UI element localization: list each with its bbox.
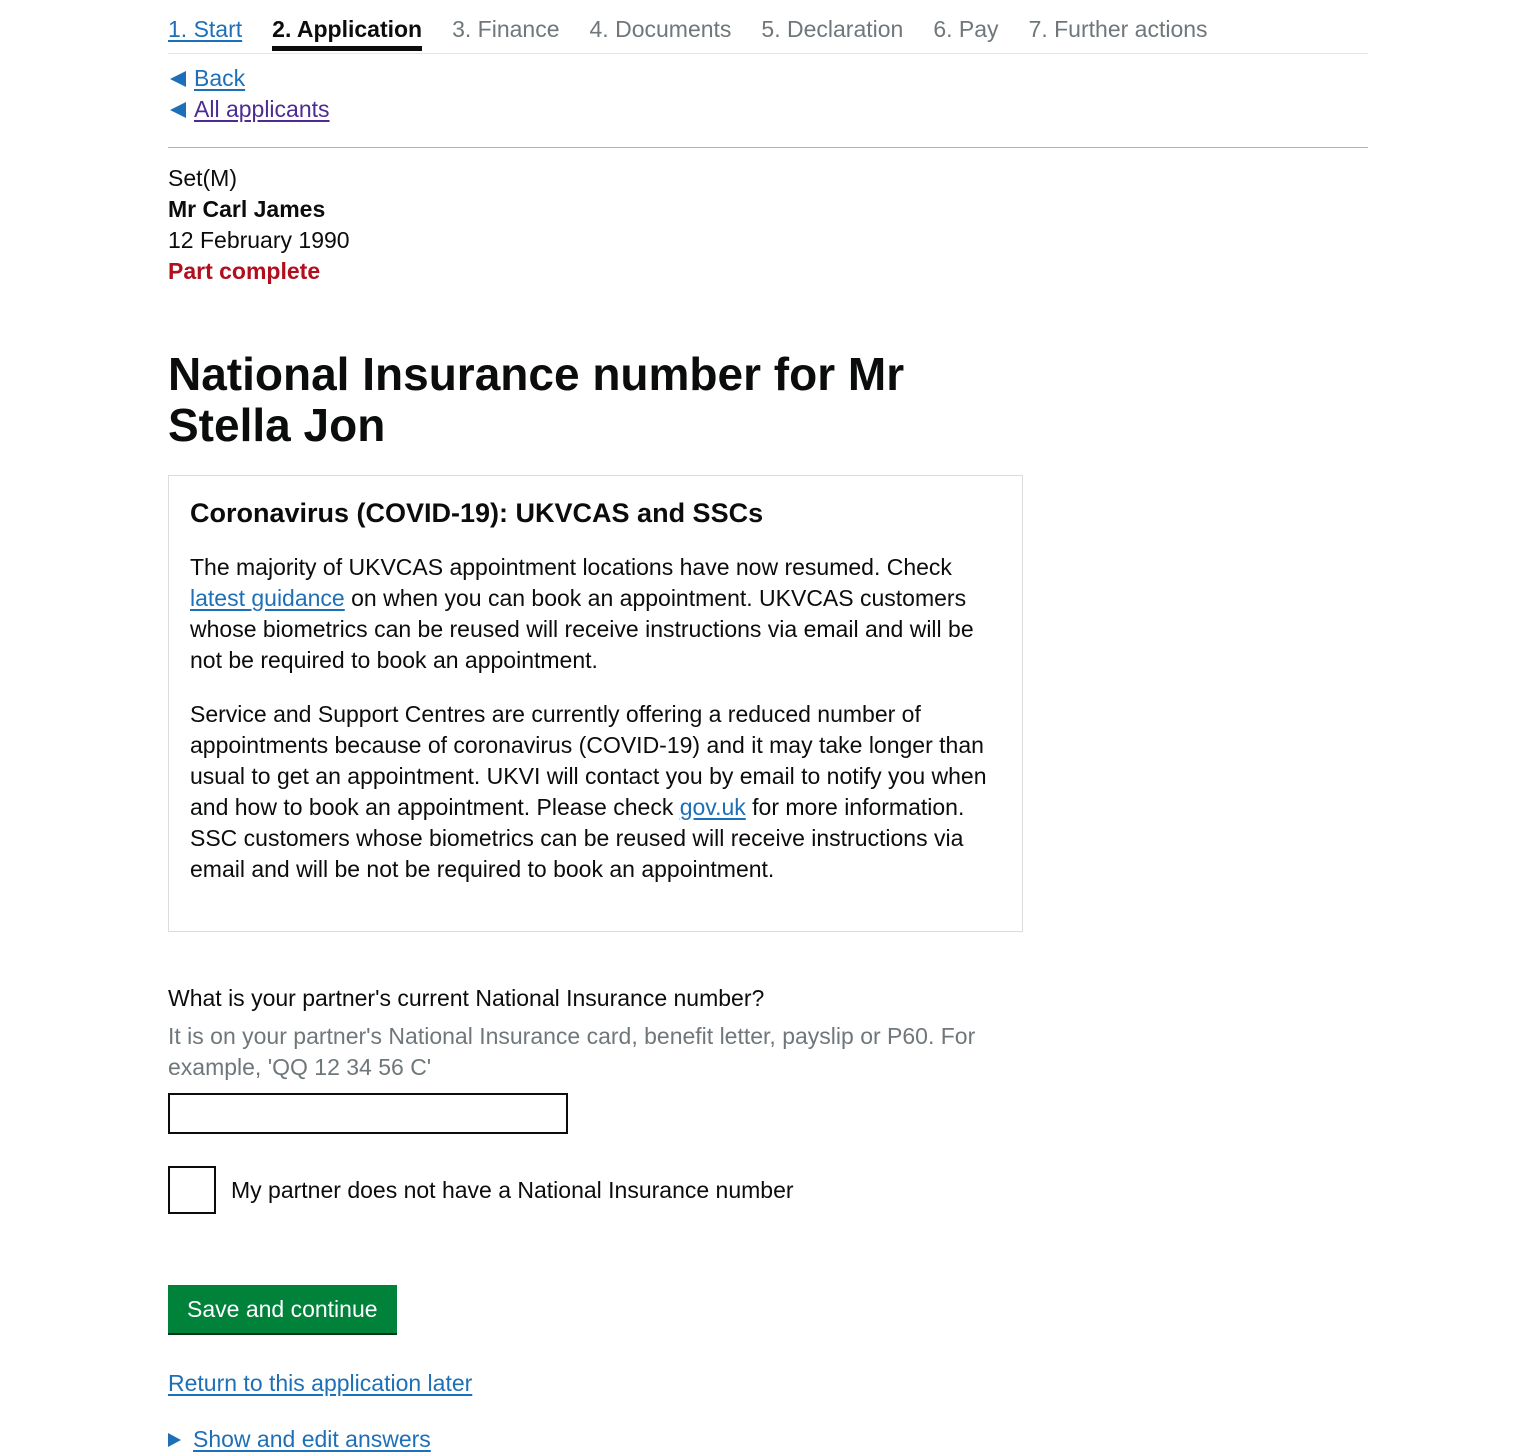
notice-paragraph-1 (190, 552, 1001, 676)
ni-hint: It is on your partner's National Insurance card, benefit letter, payslip or P60. For example, 'QQ 12 34 56 C' (168, 1023, 976, 1080)
step-documents: 4. Documents (589, 16, 732, 42)
latest-guidance-link[interactable]: latest guidance (190, 585, 345, 611)
all-applicants-link[interactable]: All applicants (194, 96, 330, 122)
show-answers-toggle[interactable] (168, 1424, 1368, 1455)
notice-text: for more information. SSC customers whose biometrics can be reused will receive instructions via email and will be not be required to book an appointment. (190, 794, 965, 882)
no-ni-checkbox[interactable] (168, 1166, 216, 1214)
step-further-actions: 7. Further actions (1028, 16, 1208, 42)
show-answers-link[interactable]: Show and edit answers (193, 1426, 431, 1452)
triangle-right-icon (168, 1433, 181, 1447)
triangle-left-icon (170, 102, 186, 118)
covid-notice (168, 475, 1023, 932)
step-start[interactable]: 1. Start (168, 16, 243, 42)
return-later-link[interactable]: Return to this application later (168, 1370, 473, 1396)
all-applicants-link-row (168, 94, 1368, 125)
no-ni-checkbox-label[interactable]: My partner does not have a National Insurance number (231, 1176, 794, 1203)
save-and-continue-button[interactable]: Save and continue (168, 1285, 397, 1333)
no-ni-checkbox-row[interactable] (168, 1166, 1368, 1214)
notice-text: Service and Support Centres are currently offering a reduced number of appointments because of coronavirus (COVID-19) and it may take longer than usual to get an appointment. UKVI will contact you by email to notify you when and how to book an appointment. Please check (190, 701, 987, 820)
notice-text: on when you can book an appointment. UKVCAS customers whose biometrics can be reused will receive instructions via email and will be not be required to book an appointment. (190, 585, 974, 673)
ni-number-input[interactable] (168, 1093, 568, 1134)
applicant-set: Set(M) (168, 165, 237, 191)
step-pay: 6. Pay (933, 16, 999, 42)
back-links (168, 54, 1368, 125)
notice-paragraph-2 (190, 699, 1001, 885)
applicant-summary (168, 148, 1368, 287)
applicant-dob: 12 February 1990 (168, 227, 350, 253)
triangle-left-icon (170, 71, 186, 87)
notice-text: The majority of UKVCAS appointment locations have now resumed. Check (190, 554, 952, 580)
step-declaration: 5. Declaration (761, 16, 904, 42)
notice-heading: Coronavirus (COVID-19): UKVCAS and SSCs (190, 498, 764, 528)
step-application: 2. Application (272, 0, 422, 53)
gov-uk-link[interactable]: gov.uk (679, 794, 746, 820)
page-container (168, 0, 1368, 1455)
step-finance: 3. Finance (452, 16, 560, 42)
ni-question-label: What is your partner's current National Insurance number? (168, 985, 765, 1011)
page-title: National Insurance number for Mr Stella Jon (168, 348, 905, 451)
status-badge: Part complete (168, 258, 321, 284)
return-later-row (168, 1368, 1368, 1399)
back-link-row (168, 63, 1368, 94)
step-navigation (168, 0, 1368, 54)
applicant-name: Mr Carl James (168, 196, 326, 222)
back-link[interactable]: Back (194, 65, 246, 91)
